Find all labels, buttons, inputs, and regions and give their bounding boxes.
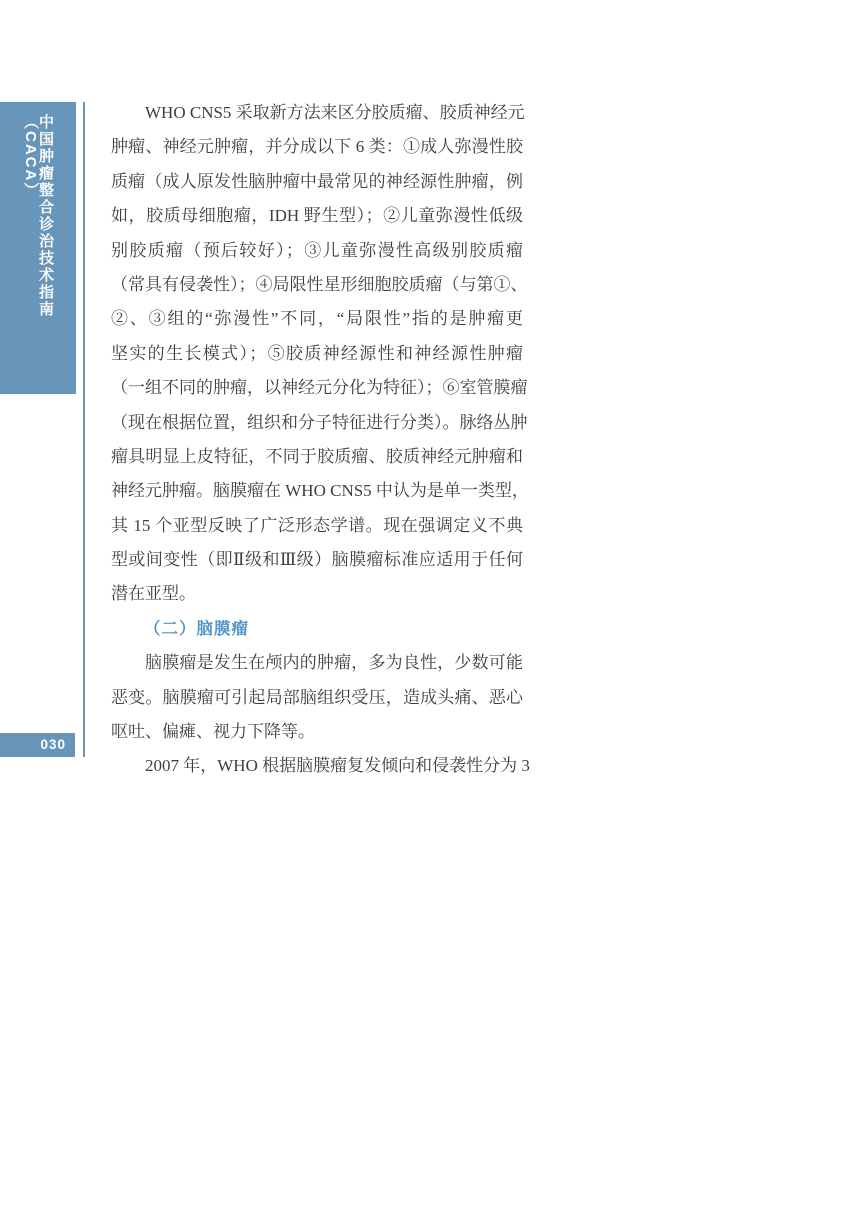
vertical-divider — [83, 102, 85, 757]
section-heading: （二）脑膜瘤 — [144, 619, 249, 638]
book-title: 中国肿瘤整合诊治技术指南（CACA） — [22, 114, 54, 318]
text-line: 如，胶质母细胞瘤，IDH 野生型）；②儿童弥漫性低级 — [111, 206, 523, 226]
text-line: 别胶质瘤（预后较好）；③儿童弥漫性高级别胶质瘤 — [111, 240, 523, 260]
text-line: 神经元肿瘤。脑膜瘤在 WHO CNS5 中认为是单一类型， — [111, 481, 529, 501]
book-title-sidebar — [0, 102, 76, 394]
text-line: 潜在亚型。 — [111, 584, 196, 604]
text-line: （现在根据位置，组织和分子特征进行分类）。脉络丛肿 — [111, 412, 528, 432]
text-line: （常具有侵袭性）；④局限性星形细胞胶质瘤（与第①、 — [111, 274, 528, 294]
text-line: 其 15 个亚型反映了广泛形态学谱。现在强调定义不典 — [111, 515, 523, 535]
text-line: 肿瘤、神经元肿瘤，并分成以下 6 类：①成人弥漫性胶 — [111, 137, 523, 157]
text-line: 瘤具明显上皮特征，不同于胶质瘤、胶质神经元肿瘤和 — [111, 446, 523, 466]
text-line: 恶变。脑膜瘤可引起局部脑组织受压，造成头痛、恶心 — [111, 687, 523, 707]
page-content — [111, 96, 530, 784]
text-line: 2007 年，WHO 根据脑膜瘤复发倾向和侵袭性分为 3 — [145, 756, 530, 776]
page-number-badge: 030 — [0, 733, 75, 757]
text-line: 呕吐、偏瘫、视力下降等。 — [111, 722, 315, 742]
text-line: 脑膜瘤是发生在颅内的肿瘤，多为良性，少数可能 — [145, 653, 523, 673]
text-line: 坚实的生长模式）；⑤胶质神经源性和神经源性肿瘤 — [111, 343, 523, 363]
text-line: ②、③组的“弥漫性”不同，“局限性”指的是肿瘤更 — [111, 309, 523, 329]
text-line: 质瘤（成人原发性脑肿瘤中最常见的神经源性肿瘤，例 — [111, 171, 523, 191]
text-line: WHO CNS5 采取新方法来区分胶质瘤、胶质神经元 — [145, 103, 525, 122]
text-line: 型或间变性（即Ⅱ级和Ⅲ级）脑膜瘤标准应适用于任何 — [111, 550, 523, 570]
text-line: （一组不同的肿瘤，以神经元分化为特征）；⑥室管膜瘤 — [111, 378, 528, 398]
